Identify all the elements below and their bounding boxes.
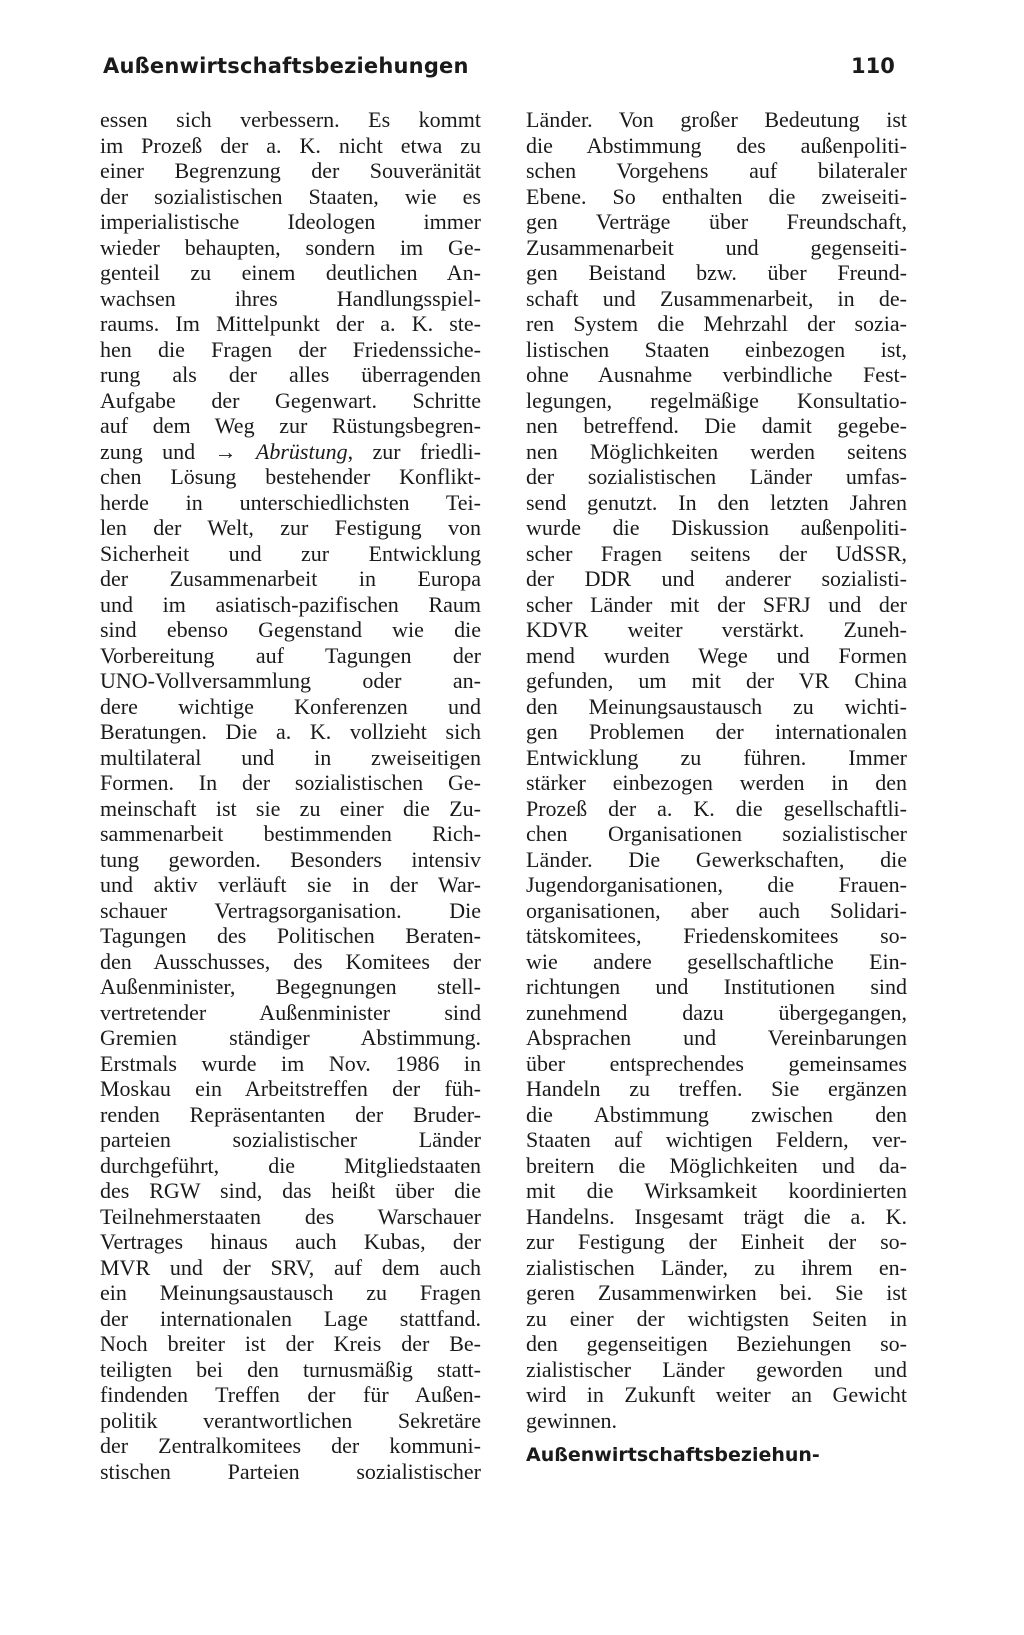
text-line: gen Verträge über Freundschaft, [526, 209, 907, 234]
text-line: den Meinungsaustausch zu wichti- [526, 693, 907, 719]
text-line: des RGW sind, das heißt über die [100, 1178, 481, 1203]
text-line: einer Begrenzung der Souveränität [100, 158, 481, 183]
text-line: rung als der alles überragenden [100, 362, 481, 387]
text-line: Außenminister, Begegnungen stell- [100, 974, 481, 999]
text-line: vertretender Außenminister sind [100, 999, 481, 1025]
text-line: MVR und der SRV, auf dem auch [100, 1254, 481, 1280]
text-line: schen Vorgehens auf bilateraler [526, 158, 907, 183]
text-line: organisationen, aber auch Solidari- [526, 897, 907, 923]
text-line: Staaten auf wichtigen Feldern, ver- [526, 1127, 907, 1152]
text-line: findenden Treffen der für Außen- [100, 1382, 481, 1407]
text-line: durchgeführt, die Mitgliedstaaten [100, 1152, 481, 1178]
text-line: Länder. Die Gewerkschaften, die [526, 846, 907, 872]
text-line: gewinnen. [526, 1407, 618, 1433]
text-line: schauer Vertragsorganisation. Die [100, 897, 481, 923]
text-line: Absprachen und Vereinbarungen [526, 1025, 907, 1050]
text-line: Teilnehmerstaaten des Warschauer [100, 1203, 481, 1229]
text-line: imperialistische Ideologen immer [100, 209, 481, 234]
text-line: essen sich verbessern. Es kommt [100, 107, 481, 132]
text-line: die Abstimmung des außenpoliti- [526, 132, 907, 158]
text-line: wie andere gesellschaftliche Ein- [526, 948, 907, 974]
text-line: stärker einbezogen werden in den [526, 770, 907, 795]
text-line: Sicherheit und zur Entwicklung [100, 540, 481, 566]
text-line: der sozialistischen Länder umfas- [526, 464, 907, 489]
text-line: gen Problemen der internationalen [526, 719, 907, 744]
text-line: sammenarbeit bestimmenden Rich- [100, 821, 481, 846]
text-line: den gegenseitigen Beziehungen so- [526, 1331, 907, 1356]
text-line: zunehmend dazu übergegangen, [526, 999, 907, 1025]
text-line: parteien sozialistischer Länder [100, 1127, 481, 1152]
text-line: über entsprechendes gemeinsames [526, 1050, 907, 1076]
text-line: mit die Wirksamkeit koordinierten [526, 1178, 907, 1203]
text-line: und im asiatisch-pazifischen Raum [100, 591, 481, 617]
text-line: zung und → Abrüstung, zur friedli- [100, 438, 481, 464]
text-line: die Abstimmung zwischen den [526, 1101, 907, 1127]
text-line: Tagungen des Politischen Beraten- [100, 923, 481, 948]
text-line: chen Organisationen sozialistischer [526, 821, 907, 846]
text-line: zialistischen Länder, zu ihrem en- [526, 1254, 907, 1280]
text-line: und aktiv verläuft sie in der War- [100, 872, 481, 897]
text-line: wird in Zukunft weiter an Gewicht [526, 1382, 907, 1407]
text-line: wieder behaupten, sondern im Ge- [100, 234, 481, 260]
text-line: der internationalen Lage stattfand. [100, 1305, 481, 1331]
text-line: Vertrages hinaus auch Kubas, der [100, 1229, 481, 1254]
text-line: der DDR und anderer sozialisti- [526, 566, 907, 591]
cross-reference-link[interactable]: Abrüstung [255, 438, 348, 464]
text-line: Entwicklung zu führen. Immer [526, 744, 907, 770]
text-line: politik verantwortlichen Sekretäre [100, 1407, 481, 1433]
text-line: send genutzt. In den letzten Jahren [526, 489, 907, 515]
text-line: Beratungen. Die a. K. vollzieht sich [100, 719, 481, 744]
text-line: zu einer der wichtigsten Seiten in [526, 1305, 907, 1331]
text-line: breitern die Möglichkeiten und da- [526, 1152, 907, 1178]
text-line: teiligten bei den turnusmäßig statt- [100, 1356, 481, 1382]
text-line: ohne Ausnahme verbindliche Fest- [526, 362, 907, 387]
text-line: listischen Staaten einbezogen ist, [526, 336, 907, 362]
text-line: legungen, regelmäßige Konsultatio- [526, 387, 907, 413]
text-line: richtungen und Institutionen sind [526, 974, 907, 999]
text-line: genteil zu einem deutlichen An- [100, 260, 481, 285]
text-line: der Zentralkomitees der kommuni- [100, 1433, 481, 1458]
text-line: stischen Parteien sozialistischer [100, 1458, 481, 1484]
text-line: wurde die Diskussion außenpoliti- [526, 515, 907, 540]
left-text-column [100, 107, 481, 1484]
text-line: herde in unterschiedlichsten Tei- [100, 489, 481, 515]
text-line: mend wurden Wege und Formen [526, 642, 907, 668]
text-line: im Prozeß der a. K. nicht etwa zu [100, 132, 481, 158]
text-line: auf dem Weg zur Rüstungsbegren- [100, 413, 481, 438]
text-line: len der Welt, zur Festigung von [100, 515, 481, 540]
text-line: gefunden, um mit der VR China [526, 668, 907, 693]
text-line: Formen. In der sozialistischen Ge- [100, 770, 481, 795]
text-line: Ebene. So enthalten die zweiseiti- [526, 183, 907, 209]
text-line: nen Möglichkeiten werden seitens [526, 438, 907, 464]
text-line: sind ebenso Gegenstand wie die [100, 617, 481, 642]
text-line: scher Fragen seitens der UdSSR, [526, 540, 907, 566]
text-line: der Zusammenarbeit in Europa [100, 566, 481, 591]
text-line: den Ausschusses, des Komitees der [100, 948, 481, 974]
text-line: Handelns. Insgesamt trägt die a. K. [526, 1203, 907, 1229]
text-line: Noch breiter ist der Kreis der Be- [100, 1331, 481, 1356]
text-line: ein Meinungsaustausch zu Fragen [100, 1280, 481, 1305]
text-line: zur Festigung der Einheit der so- [526, 1229, 907, 1254]
page-number: 110 [851, 54, 895, 78]
text-line: Länder. Von großer Bedeutung ist [526, 107, 907, 132]
text-line: Handeln zu treffen. Sie ergänzen [526, 1076, 907, 1101]
text-line: Erstmals wurde im Nov. 1986 in [100, 1050, 481, 1076]
text-line: zialistischer Länder geworden und [526, 1356, 907, 1382]
text-line: Zusammenarbeit und gegenseiti- [526, 234, 907, 260]
text-line: der sozialistischen Staaten, wie es [100, 183, 481, 209]
text-line: Gremien ständiger Abstimmung. [100, 1025, 481, 1050]
text-line: hen die Fragen der Friedenssiche- [100, 336, 481, 362]
text-line: dere wichtige Konferenzen und [100, 693, 481, 719]
text-line: Jugendorganisationen, die Frauen- [526, 872, 907, 897]
text-line: multilateral und in zweiseitigen [100, 744, 481, 770]
text-line: geren Zusammenwirken bei. Sie ist [526, 1280, 907, 1305]
text-line: schaft und Zusammenarbeit, in de- [526, 285, 907, 311]
text-line: tung geworden. Besonders intensiv [100, 846, 481, 872]
text-line: renden Repräsentanten der Bruder- [100, 1101, 481, 1127]
text-line: Aufgabe der Gegenwart. Schritte [100, 387, 481, 413]
text-line: raums. Im Mittelpunkt der a. K. ste- [100, 311, 481, 336]
right-text-column [526, 107, 907, 1433]
text-line: gen Beistand bzw. über Freund- [526, 260, 907, 285]
text-line: nen betreffend. Die damit gegebe- [526, 413, 907, 438]
text-line: ren System die Mehrzahl der sozia- [526, 311, 907, 336]
text-line: KDVR weiter verstärkt. Zuneh- [526, 617, 907, 642]
next-entry-heading: Außenwirtschaftsbeziehun- [526, 1444, 820, 1466]
text-line: tätskomitees, Friedenskomitees so- [526, 923, 907, 948]
text-line: UNO-Vollversammlung oder an- [100, 668, 481, 693]
text-line: Prozeß der a. K. die gesellschaftli- [526, 795, 907, 821]
text-line: meinschaft ist sie zu einer die Zu- [100, 795, 481, 821]
text-line: chen Lösung bestehender Konflikt- [100, 464, 481, 489]
text-line: Moskau ein Arbeitstreffen der füh- [100, 1076, 481, 1101]
page-header-title: Außenwirtschaftsbeziehungen [103, 54, 469, 78]
text-line: Vorbereitung auf Tagungen der [100, 642, 481, 668]
text-line: scher Länder mit der SFRJ und der [526, 591, 907, 617]
text-line: wachsen ihres Handlungsspiel- [100, 285, 481, 311]
